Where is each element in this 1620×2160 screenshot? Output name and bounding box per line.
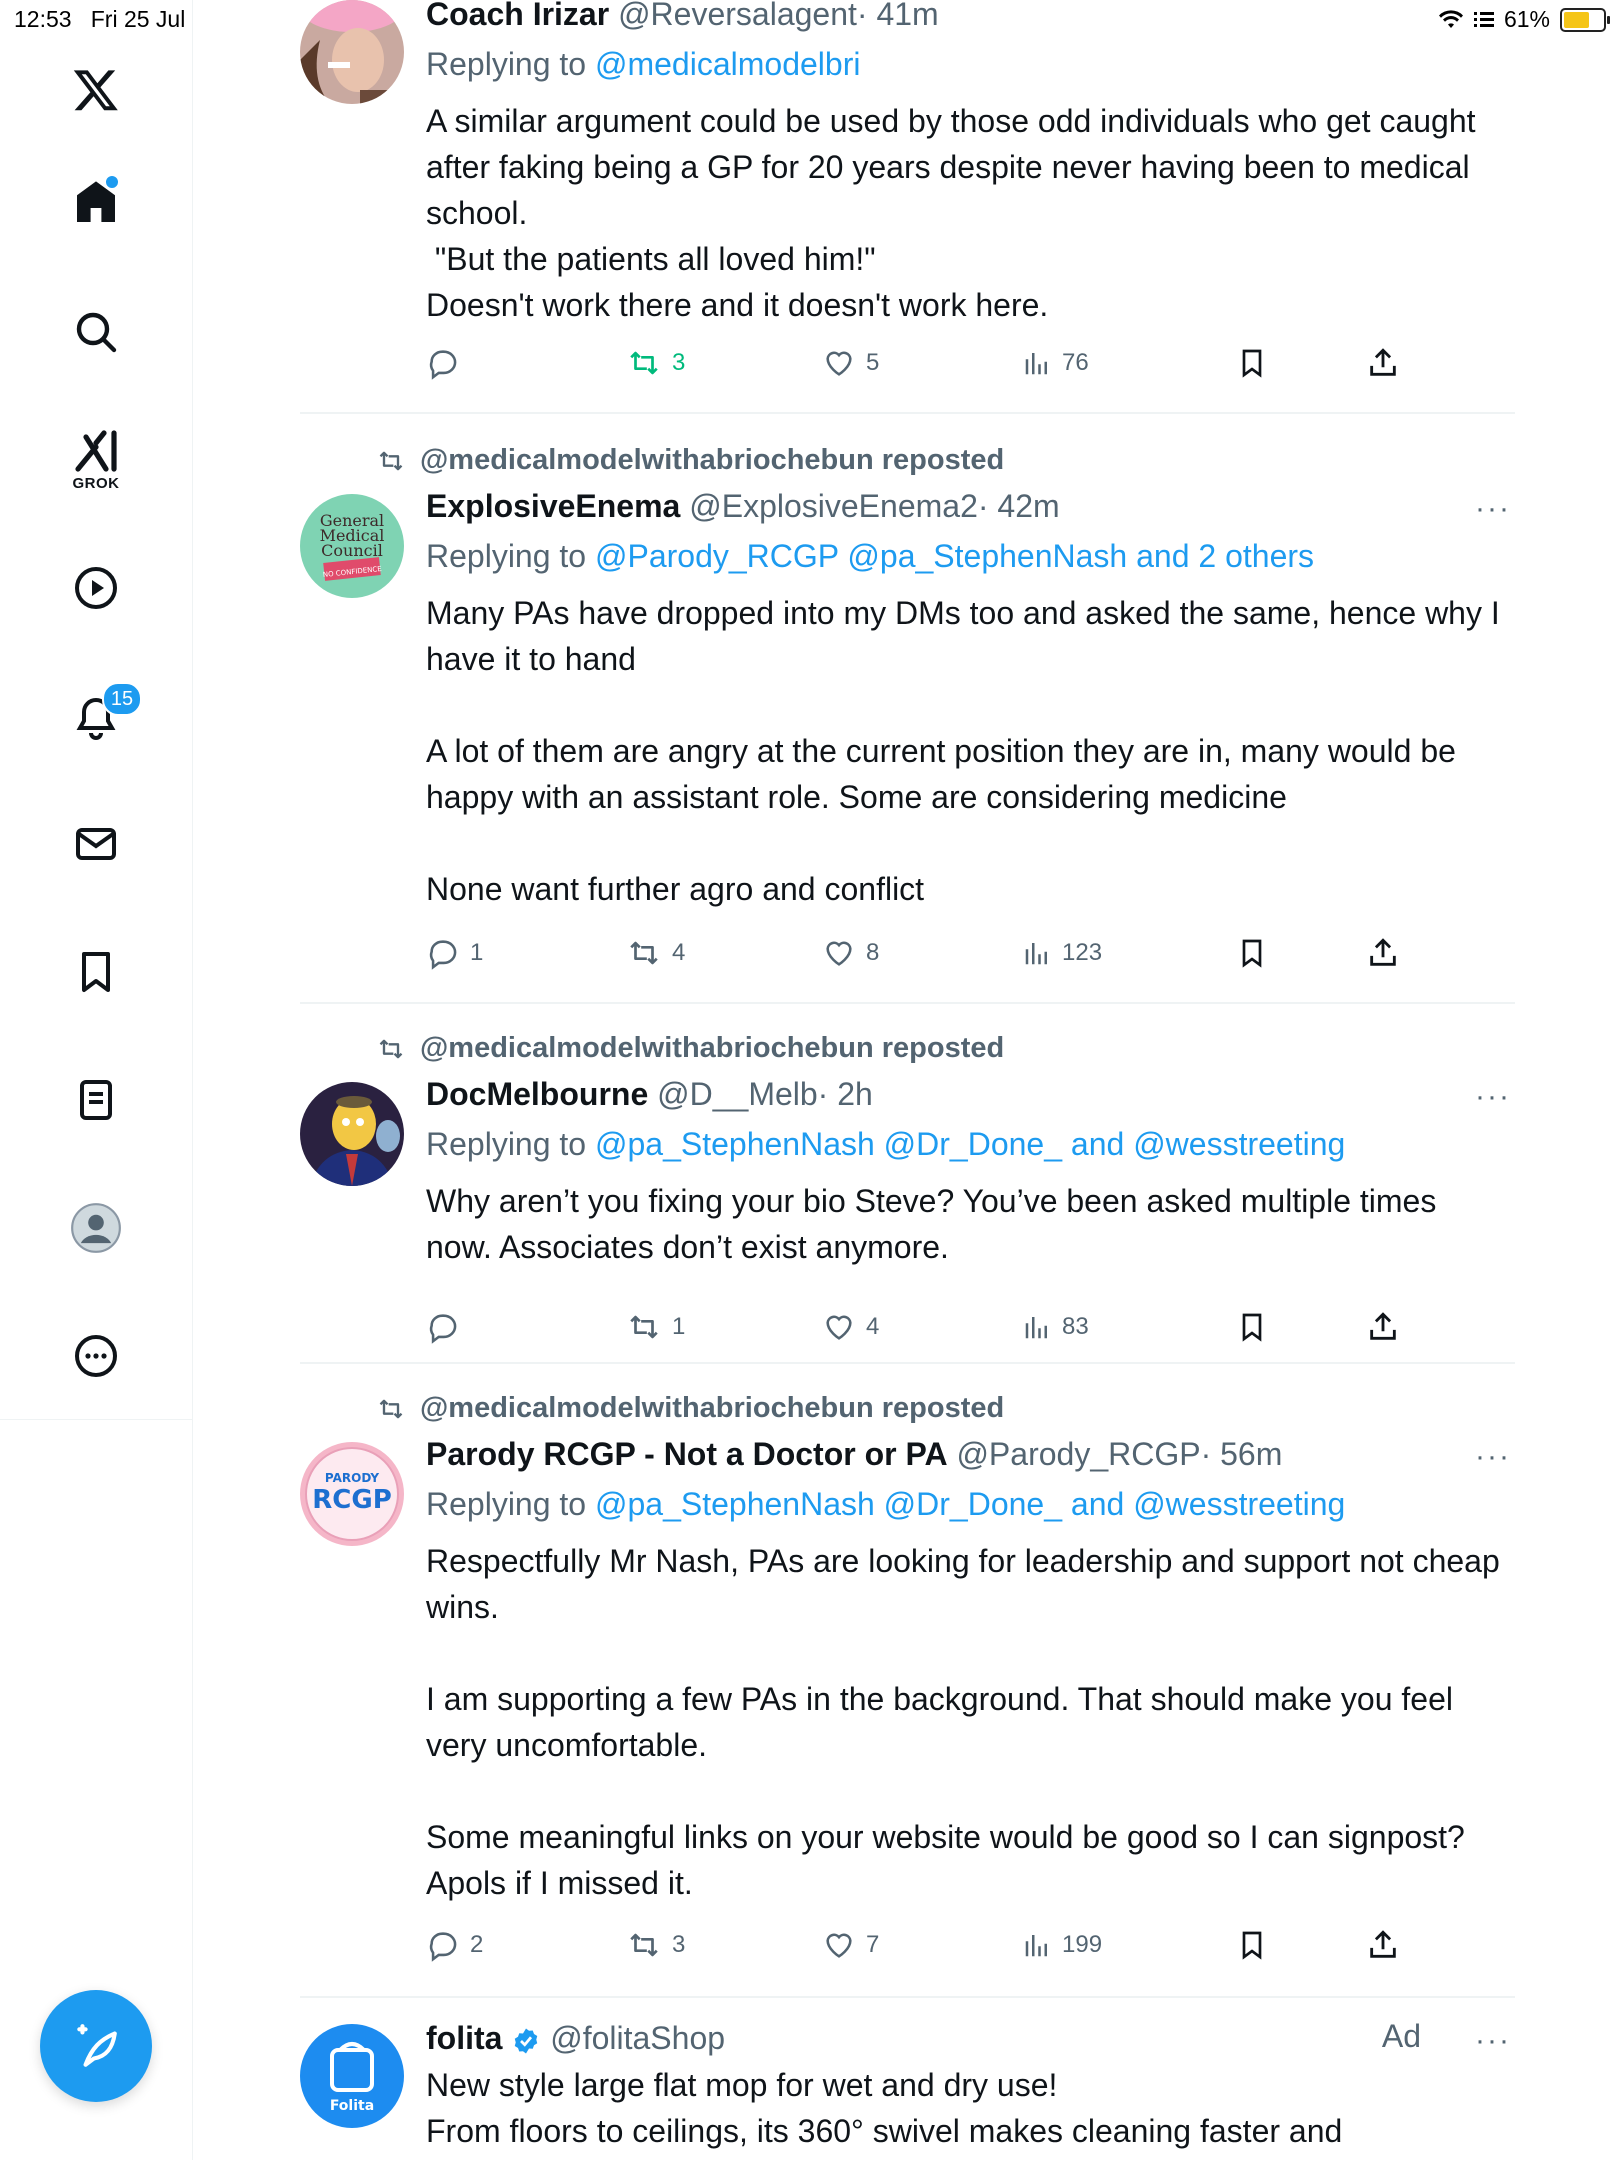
tweet-header — [426, 0, 1511, 34]
reply-button[interactable] — [426, 346, 470, 380]
bookmark-icon — [1236, 936, 1268, 970]
bookmark-icon — [1236, 1928, 1268, 1962]
svg-text:RCGP: RCGP — [312, 1485, 392, 1515]
heart-icon — [822, 936, 856, 970]
tweet-text: A similar argument could be used by those odd individuals who get caught after faking being a GP for 20 years despite never having been to medical school. "But the patients all loved him!" Doesn't work there and it doesn't work here. — [426, 103, 1476, 323]
like-button[interactable]: 7 — [822, 1928, 879, 1962]
mention-link[interactable]: @Parody_RCGP @pa_StephenNash and 2 others — [594, 538, 1315, 574]
like-button[interactable]: 4 — [822, 1310, 879, 1344]
grok-icon[interactable] — [0, 420, 192, 500]
tweet-header — [426, 1074, 1511, 1114]
video-play-icon[interactable] — [0, 556, 192, 620]
sidebar — [0, 0, 192, 2160]
post-time: · 42m — [977, 488, 1060, 524]
post-time: · 41m — [856, 0, 939, 32]
share-icon — [1366, 1310, 1400, 1344]
repost-icon — [626, 936, 662, 970]
mention-link[interactable]: @medicalmodelbri — [594, 46, 861, 82]
share-button[interactable] — [1366, 1928, 1400, 1962]
svg-text:Folita: Folita — [329, 2098, 375, 2114]
share-icon — [1366, 346, 1400, 380]
repost-icon — [626, 346, 662, 380]
home-new-dot — [104, 174, 120, 190]
reply-icon — [426, 1310, 460, 1344]
reply-button[interactable]: 1 — [426, 936, 483, 970]
repost-button[interactable]: 3 — [626, 1928, 685, 1962]
views-button[interactable]: 123 — [1022, 936, 1102, 970]
reposted-by-line[interactable]: @medicalmodelwithabriochebun reposted — [376, 1032, 1004, 1065]
mention-link[interactable]: @pa_StephenNash @Dr_Done_ and @wesstreeting — [594, 1486, 1346, 1522]
svg-text:Medical: Medical — [319, 526, 385, 545]
messages-envelope-icon[interactable] — [0, 812, 192, 876]
tweet-text: Why aren’t you fixing your bio Steve? You’ve been asked multiple times now. Associates don’t exist anymore. — [426, 1183, 1437, 1265]
replying-to: Replying to @pa_StephenNash @Dr_Done_ and @wesstreeting — [426, 1126, 1346, 1162]
reply-icon — [426, 346, 460, 380]
more-options-icon[interactable] — [0, 1324, 192, 1388]
bookmarks-icon[interactable] — [0, 940, 192, 1004]
views-chart-icon — [1022, 346, 1052, 380]
repost-button[interactable]: 4 — [626, 936, 685, 970]
bookmark-icon — [1236, 346, 1268, 380]
reposted-by-line[interactable]: @medicalmodelwithabriochebun reposted — [376, 1392, 1004, 1425]
author-handle[interactable]: @D__Melb — [657, 1076, 818, 1112]
reply-icon — [426, 1928, 460, 1962]
tweet-actions — [426, 936, 1426, 976]
views-chart-icon — [1022, 1310, 1052, 1344]
mention-link[interactable]: @pa_StephenNash @Dr_Done_ and @wesstreeting — [594, 1126, 1346, 1162]
reply-button[interactable]: 2 — [426, 1928, 483, 1962]
like-button[interactable]: 8 — [822, 936, 879, 970]
replying-to: Replying to @Parody_RCGP @pa_StephenNash and 2 others — [426, 538, 1315, 574]
avatar[interactable] — [300, 2024, 404, 2128]
repost-button[interactable]: 1 — [626, 1310, 685, 1344]
svg-text:NO CONFIDENCE: NO CONFIDENCE — [322, 564, 383, 580]
more-options-icon[interactable]: ··· — [1475, 492, 1511, 525]
replying-to: Replying to @medicalmodelbri — [426, 46, 861, 82]
avatar[interactable] — [300, 1442, 404, 1546]
repost-icon — [376, 447, 406, 475]
reply-icon — [426, 936, 460, 970]
tweet-actions — [426, 1310, 1426, 1350]
repost-icon — [376, 1035, 406, 1063]
tweet-text: New style large flat mop for wet and dry use! From floors to ceilings, its 360° swivel makes cleaning faster and — [426, 2067, 1343, 2149]
lists-icon[interactable] — [0, 1068, 192, 1132]
svg-text:General: General — [319, 511, 385, 530]
tweet-header — [426, 486, 1511, 526]
x-logo-icon[interactable] — [0, 58, 192, 122]
heart-icon — [822, 1310, 856, 1344]
repost-icon — [626, 1928, 662, 1962]
more-options-icon[interactable]: ··· — [1475, 1080, 1511, 1113]
bookmark-icon — [1236, 1310, 1268, 1344]
repost-icon — [376, 1395, 406, 1423]
tweet-actions — [426, 1928, 1426, 1968]
profile-avatar-icon[interactable] — [0, 1196, 192, 1260]
post-time: · 2h — [817, 1076, 873, 1112]
status-time: 12:53 Fri 25 Jul — [14, 6, 186, 32]
reposted-by-line[interactable]: @medicalmodelwithabriochebun reposted — [376, 444, 1004, 477]
bookmark-button[interactable] — [1236, 1928, 1268, 1962]
like-button[interactable]: 5 — [822, 346, 879, 380]
author-handle[interactable]: @Reversalagent — [618, 0, 857, 32]
more-options-icon[interactable]: ··· — [1475, 1440, 1511, 1473]
author-handle[interactable]: @ExplosiveEnema2 — [689, 488, 978, 524]
tweet-text: Respectfully Mr Nash, PAs are looking for leadership and support not cheap wins. I am supporting a few PAs in the background. That should make you feel very uncomfortable. Some meaningful links on your website would be good so I can signpost? Apols if I missed it. — [426, 1543, 1500, 1901]
tweet-actions — [426, 346, 1426, 386]
reply-button[interactable] — [426, 1310, 470, 1344]
tweet-header — [426, 2018, 1511, 2058]
notifications-bell-icon[interactable] — [0, 686, 192, 750]
svg-text:PARODY: PARODY — [324, 1471, 380, 1485]
author-name[interactable]: ExplosiveEnema — [426, 488, 681, 524]
share-icon — [1366, 936, 1400, 970]
grok-label: GROK — [72, 474, 120, 492]
avatar[interactable] — [300, 494, 404, 598]
avatar[interactable] — [300, 1082, 404, 1186]
share-button[interactable] — [1366, 346, 1400, 380]
views-button[interactable]: 199 — [1022, 1928, 1102, 1962]
svg-text:Council: Council — [321, 541, 383, 560]
author-name[interactable]: folita — [426, 2020, 503, 2056]
views-chart-icon — [1022, 1928, 1052, 1962]
replying-to: Replying to @pa_StephenNash @Dr_Done_ and @wesstreeting — [426, 1486, 1346, 1522]
share-icon — [1366, 1928, 1400, 1962]
author-name[interactable]: Parody RCGP - Not a Doctor or PA — [426, 1436, 948, 1472]
search-icon[interactable] — [0, 300, 192, 364]
repost-button[interactable]: 3 — [626, 346, 685, 380]
avatar[interactable] — [300, 0, 404, 104]
author-name[interactable]: DocMelbourne — [426, 1076, 649, 1112]
post-time: · 56m — [1200, 1436, 1283, 1472]
tweet-text: Many PAs have dropped into my DMs too and asked the same, hence why I have it to hand A lot of them are angry at the current position they are in, many would be happy with an assistant role. Some are considering medicine None want further agro and conflict — [426, 595, 1500, 907]
repost-icon — [626, 1310, 662, 1344]
author-handle[interactable]: @Parody_RCGP — [956, 1436, 1201, 1472]
battery-icon — [1560, 8, 1606, 32]
compose-feather-icon — [71, 2021, 121, 2071]
bookmark-button[interactable] — [1236, 1310, 1268, 1344]
bookmark-button[interactable] — [1236, 346, 1268, 380]
notifications-badge: 15 — [102, 682, 142, 716]
home-icon[interactable] — [0, 170, 192, 234]
views-chart-icon — [1022, 936, 1052, 970]
compose-post-button[interactable] — [40, 1990, 152, 2102]
author-handle[interactable]: @folitaShop — [550, 2020, 726, 2056]
more-options-icon[interactable]: ··· — [1475, 2024, 1511, 2057]
views-button[interactable]: 76 — [1022, 346, 1089, 380]
battery-percent: 61% — [1503, 6, 1550, 32]
views-button[interactable]: 83 — [1022, 1310, 1089, 1344]
share-button[interactable] — [1366, 1310, 1400, 1344]
verified-badge-icon — [511, 2026, 541, 2056]
bookmark-button[interactable] — [1236, 936, 1268, 970]
share-button[interactable] — [1366, 936, 1400, 970]
tweet-header — [426, 1434, 1511, 1474]
heart-icon — [822, 1928, 856, 1962]
ad-label: Ad — [1381, 2018, 1421, 2054]
heart-icon — [822, 346, 856, 380]
author-name[interactable]: Coach Irizar — [426, 0, 610, 32]
